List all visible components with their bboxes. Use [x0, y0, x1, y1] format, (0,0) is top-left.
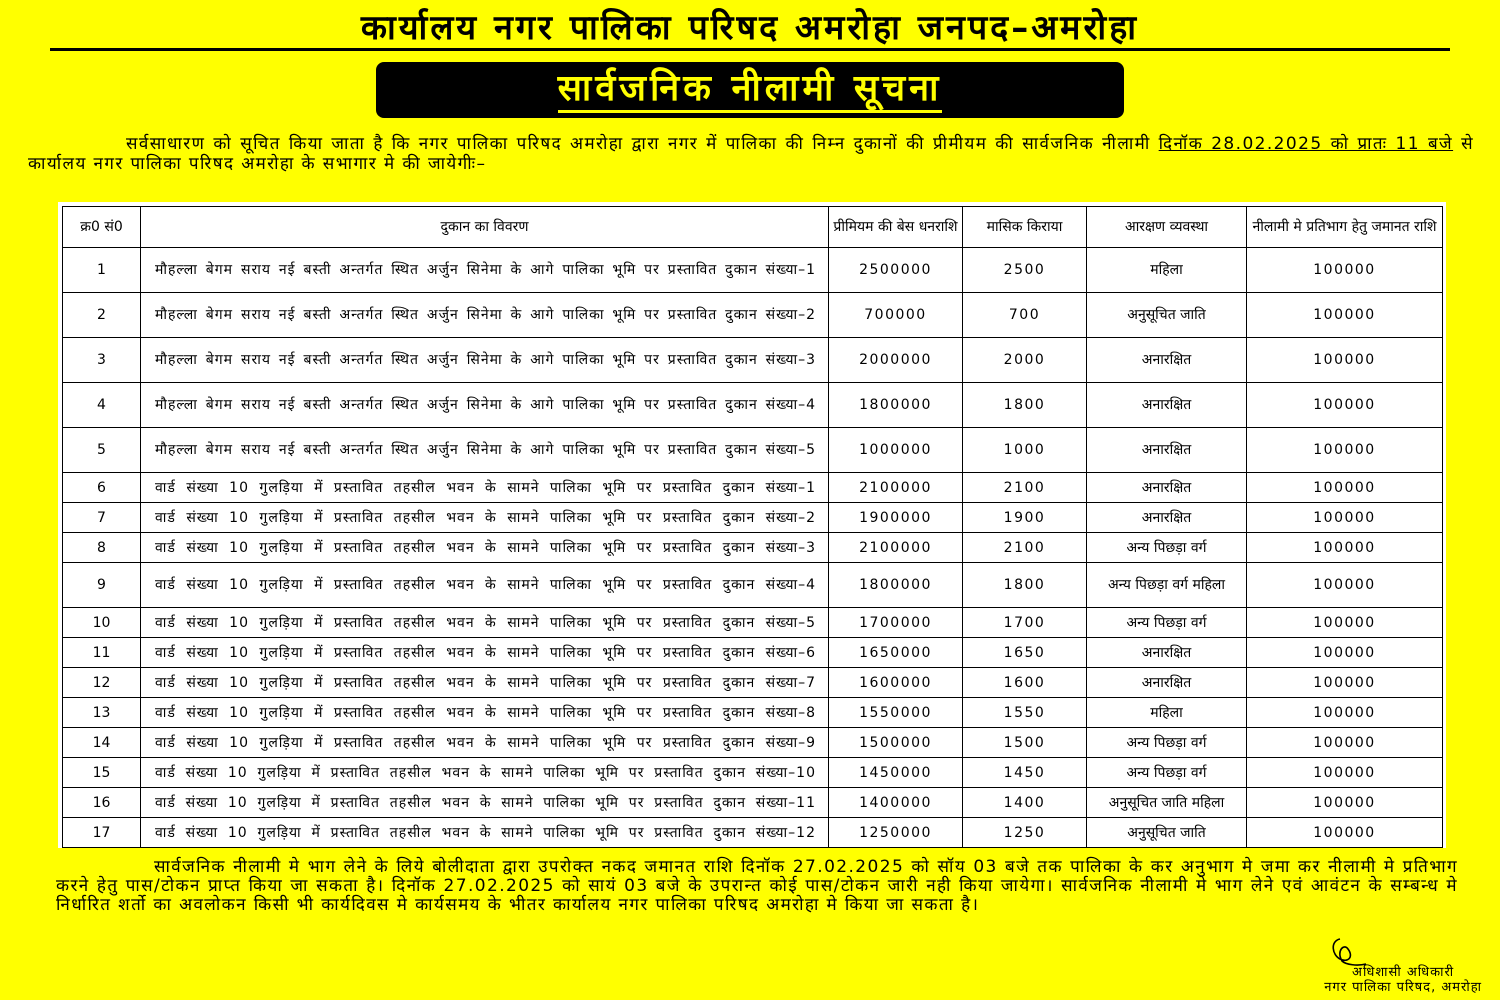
- cell-security-deposit: 100000: [1247, 503, 1443, 533]
- cell-reservation: अनुसूचित जाति: [1087, 293, 1247, 338]
- table-row: [63, 338, 1443, 383]
- cell-shop-description: वार्ड संख्या 10 गुलड़िया में प्रस्तावित तहसील भवन के सामने पालिका भूमि पर प्रस्तावित दुकान संख्या–12: [141, 818, 829, 848]
- cell-base-premium: 1900000: [829, 503, 963, 533]
- table-row: [63, 728, 1443, 758]
- table-row: [63, 698, 1443, 728]
- cell-security-deposit: 100000: [1247, 428, 1443, 473]
- cell-security-deposit: 100000: [1247, 668, 1443, 698]
- signatory-designation: अधिशासी अधिकारी: [1352, 965, 1455, 980]
- table-row: [63, 788, 1443, 818]
- cell-shop-description: वार्ड संख्या 10 गुलड़िया में प्रस्तावित तहसील भवन के सामने पालिका भूमि पर प्रस्तावित दुकान संख्या–11: [141, 788, 829, 818]
- cell-shop-description: वार्ड संख्या 10 गुलड़िया में प्रस्तावित तहसील भवन के सामने पालिका भूमि पर प्रस्तावित दुकान संख्या–8: [141, 698, 829, 728]
- table-row: [63, 248, 1443, 293]
- cell-shop-description: वार्ड संख्या 10 गुलड़िया में प्रस्तावित तहसील भवन के सामने पालिका भूमि पर प्रस्तावित दुकान संख्या–9: [141, 728, 829, 758]
- cell-reservation: अनारक्षित: [1087, 383, 1247, 428]
- cell-security-deposit: 100000: [1247, 728, 1443, 758]
- table-row: [63, 608, 1443, 638]
- cell-shop-description: वार्ड संख्या 10 गुलड़िया में प्रस्तावित तहसील भवन के सामने पालिका भूमि पर प्रस्तावित दुकान संख्या–3: [141, 533, 829, 563]
- cell-security-deposit: 100000: [1247, 383, 1443, 428]
- header-shop-description: दुकान का विवरण: [141, 207, 829, 248]
- table-row: [63, 503, 1443, 533]
- cell-monthly-rent: 1700: [963, 608, 1087, 638]
- cell-security-deposit: 100000: [1247, 293, 1443, 338]
- cell-reservation: अनारक्षित: [1087, 428, 1247, 473]
- table-row: [63, 428, 1443, 473]
- shops-table: [62, 206, 1443, 848]
- cell-security-deposit: 100000: [1247, 473, 1443, 503]
- cell-serial-number: 2: [63, 293, 141, 338]
- table-row: [63, 533, 1443, 563]
- notice-banner: [376, 62, 1124, 118]
- table-row: [63, 758, 1443, 788]
- header-serial-number: क्र0 सं0: [63, 207, 141, 248]
- cell-monthly-rent: 1900: [963, 503, 1087, 533]
- cell-serial-number: 10: [63, 608, 141, 638]
- cell-base-premium: 1000000: [829, 428, 963, 473]
- cell-shop-description: वार्ड संख्या 10 गुलड़िया में प्रस्तावित तहसील भवन के सामने पालिका भूमि पर प्रस्तावित दुकान संख्या–10: [141, 758, 829, 788]
- cell-shop-description: वार्ड संख्या 10 गुलड़िया में प्रस्तावित तहसील भवन के सामने पालिका भूमि पर प्रस्तावित दुकान संख्या–1: [141, 473, 829, 503]
- table-row: [63, 473, 1443, 503]
- cell-shop-description: वार्ड संख्या 10 गुलड़िया में प्रस्तावित तहसील भवन के सामने पालिका भूमि पर प्रस्तावित दुकान संख्या–4: [141, 563, 829, 608]
- cell-base-premium: 1700000: [829, 608, 963, 638]
- cell-security-deposit: 100000: [1247, 533, 1443, 563]
- cell-monthly-rent: 2500: [963, 248, 1087, 293]
- cell-serial-number: 12: [63, 668, 141, 698]
- cell-serial-number: 3: [63, 338, 141, 383]
- cell-reservation: अनारक्षित: [1087, 638, 1247, 668]
- terms-paragraph: सार्वजनिक नीलामी मे भाग लेने के लिये बोलीदाता द्वारा उपरोक्त नकद जमानत राशि दिनॉक 27.02.2025 को सॉय 03 बजे तक पालिका के कर अनुभाग मे जमा कर नीलामी मे प्रतिभाग करने हेतु पास/टोकन प्राप्त किया जा सकता है। दिनॉक 27.02.2025 को सायं 03 बजे के उपरान्त कोई पास/टोकन जारी नही किया जायेगा। सार्वजनिक नीलामी मे भाग लेने एवं आवंटन के सम्बन्ध मे निर्धारित शर्तो का अवलोकन किसी भी कार्यदिवस मे कार्यसमय के भीतर कार्यालय नगर पालिका परिषद अमरोहा मे किया जा सकता है।: [56, 857, 1458, 915]
- signatory-office: नगर पालिका परिषद, अमरोहा: [1324, 980, 1482, 995]
- cell-serial-number: 16: [63, 788, 141, 818]
- cell-monthly-rent: 1550: [963, 698, 1087, 728]
- cell-security-deposit: 100000: [1247, 563, 1443, 608]
- cell-monthly-rent: 1800: [963, 383, 1087, 428]
- cell-monthly-rent: 700: [963, 293, 1087, 338]
- table-row: [63, 668, 1443, 698]
- cell-monthly-rent: 1800: [963, 563, 1087, 608]
- cell-serial-number: 11: [63, 638, 141, 668]
- header-security-deposit: नीलामी मे प्रतिभाग हेतु जमानत राशि: [1247, 207, 1443, 248]
- cell-reservation: महिला: [1087, 248, 1247, 293]
- table-row: [63, 383, 1443, 428]
- cell-security-deposit: 100000: [1247, 608, 1443, 638]
- cell-security-deposit: 100000: [1247, 338, 1443, 383]
- cell-serial-number: 8: [63, 533, 141, 563]
- table-row: [63, 293, 1443, 338]
- cell-serial-number: 17: [63, 818, 141, 848]
- cell-serial-number: 7: [63, 503, 141, 533]
- cell-monthly-rent: 1600: [963, 668, 1087, 698]
- cell-security-deposit: 100000: [1247, 248, 1443, 293]
- cell-monthly-rent: 2000: [963, 338, 1087, 383]
- cell-base-premium: 1550000: [829, 698, 963, 728]
- cell-base-premium: 2000000: [829, 338, 963, 383]
- cell-base-premium: 1650000: [829, 638, 963, 668]
- cell-security-deposit: 100000: [1247, 638, 1443, 668]
- cell-base-premium: 1400000: [829, 788, 963, 818]
- cell-shop-description: वार्ड संख्या 10 गुलड़िया में प्रस्तावित तहसील भवन के सामने पालिका भूमि पर प्रस्तावित दुकान संख्या–7: [141, 668, 829, 698]
- header-monthly-rent: मासिक किराया: [963, 207, 1087, 248]
- cell-reservation: अनारक्षित: [1087, 338, 1247, 383]
- cell-base-premium: 1800000: [829, 563, 963, 608]
- cell-security-deposit: 100000: [1247, 788, 1443, 818]
- cell-base-premium: 1250000: [829, 818, 963, 848]
- cell-reservation: अन्य पिछड़ा वर्ग: [1087, 533, 1247, 563]
- cell-shop-description: मौहल्ला बेगम सराय नई बस्ती अन्तर्गत स्थित अर्जुन सिनेमा के आगे पालिका भूमि पर प्रस्तावित दुकान संख्या–5: [141, 428, 829, 473]
- table-body: [63, 248, 1443, 848]
- cell-base-premium: 2100000: [829, 533, 963, 563]
- cell-reservation: अनारक्षित: [1087, 668, 1247, 698]
- cell-base-premium: 700000: [829, 293, 963, 338]
- cell-reservation: अन्य पिछड़ा वर्ग महिला: [1087, 563, 1247, 608]
- cell-serial-number: 5: [63, 428, 141, 473]
- cell-serial-number: 1: [63, 248, 141, 293]
- signatory-block: [1324, 965, 1482, 995]
- cell-monthly-rent: 1400: [963, 788, 1087, 818]
- auction-date-underlined: दिनॉक 28.02.2025 को प्रातः 11 बजे: [1158, 134, 1454, 154]
- shops-table-container: [58, 202, 1446, 848]
- cell-security-deposit: 100000: [1247, 698, 1443, 728]
- header-reservation: आरक्षण व्यवस्था: [1087, 207, 1247, 248]
- cell-reservation: अनारक्षित: [1087, 503, 1247, 533]
- cell-monthly-rent: 2100: [963, 473, 1087, 503]
- cell-base-premium: 1450000: [829, 758, 963, 788]
- notice-banner-text: सार्वजनिक नीलामी सूचना: [558, 68, 943, 113]
- cell-base-premium: 2500000: [829, 248, 963, 293]
- table-row: [63, 818, 1443, 848]
- cell-monthly-rent: 2100: [963, 533, 1087, 563]
- table-header-row: [63, 207, 1443, 248]
- cell-base-premium: 2100000: [829, 473, 963, 503]
- cell-base-premium: 1800000: [829, 383, 963, 428]
- cell-shop-description: मौहल्ला बेगम सराय नई बस्ती अन्तर्गत स्थित अर्जुन सिनेमा के आगे पालिका भूमि पर प्रस्तावित दुकान संख्या–4: [141, 383, 829, 428]
- signature-mark: [1318, 935, 1370, 969]
- cell-monthly-rent: 1250: [963, 818, 1087, 848]
- table-row: [63, 563, 1443, 608]
- cell-reservation: अनुसूचित जाति: [1087, 818, 1247, 848]
- cell-serial-number: 14: [63, 728, 141, 758]
- cell-monthly-rent: 1000: [963, 428, 1087, 473]
- cell-serial-number: 13: [63, 698, 141, 728]
- header-base-premium: प्रीमियम की बेस धनराशि: [829, 207, 963, 248]
- cell-shop-description: वार्ड संख्या 10 गुलड़िया में प्रस्तावित तहसील भवन के सामने पालिका भूमि पर प्रस्तावित दुकान संख्या–5: [141, 608, 829, 638]
- cell-shop-description: मौहल्ला बेगम सराय नई बस्ती अन्तर्गत स्थित अर्जुन सिनेमा के आगे पालिका भूमि पर प्रस्तावित दुकान संख्या–3: [141, 338, 829, 383]
- cell-serial-number: 6: [63, 473, 141, 503]
- cell-base-premium: 1500000: [829, 728, 963, 758]
- table-row: [63, 638, 1443, 668]
- cell-shop-description: मौहल्ला बेगम सराय नई बस्ती अन्तर्गत स्थित अर्जुन सिनेमा के आगे पालिका भूमि पर प्रस्तावित दुकान संख्या–1: [141, 248, 829, 293]
- cell-reservation: अन्य पिछड़ा वर्ग: [1087, 758, 1247, 788]
- cell-reservation: महिला: [1087, 698, 1247, 728]
- cell-monthly-rent: 1500: [963, 728, 1087, 758]
- cell-reservation: अन्य पिछड़ा वर्ग: [1087, 728, 1247, 758]
- cell-shop-description: वार्ड संख्या 10 गुलड़िया में प्रस्तावित तहसील भवन के सामने पालिका भूमि पर प्रस्तावित दुकान संख्या–2: [141, 503, 829, 533]
- cell-reservation: अनारक्षित: [1087, 473, 1247, 503]
- cell-security-deposit: 100000: [1247, 818, 1443, 848]
- cell-monthly-rent: 1650: [963, 638, 1087, 668]
- cell-serial-number: 9: [63, 563, 141, 608]
- cell-shop-description: वार्ड संख्या 10 गुलड़िया में प्रस्तावित तहसील भवन के सामने पालिका भूमि पर प्रस्तावित दुकान संख्या–6: [141, 638, 829, 668]
- cell-security-deposit: 100000: [1247, 758, 1443, 788]
- cell-base-premium: 1600000: [829, 668, 963, 698]
- intro-text-after: से कार्यालय नगर पालिका परिषद अमरोहा के सभागार मे की जायेगीः–: [28, 134, 1474, 174]
- cell-reservation: अनुसूचित जाति महिला: [1087, 788, 1247, 818]
- intro-text-before: सर्वसाधारण को सूचित किया जाता है कि नगर पालिका परिषद अमरोहा द्वारा नगर में पालिका की निम्न दुकानों की प्रीमीयम की सार्वजनिक नीलामी: [126, 134, 1159, 154]
- cell-reservation: अन्य पिछड़ा वर्ग: [1087, 608, 1247, 638]
- cell-monthly-rent: 1450: [963, 758, 1087, 788]
- intro-paragraph: [28, 134, 1474, 174]
- page-title: कार्यालय नगर पालिका परिषद अमरोहा जनपद–अमरोहा: [50, 8, 1450, 51]
- cell-serial-number: 4: [63, 383, 141, 428]
- cell-shop-description: मौहल्ला बेगम सराय नई बस्ती अन्तर्गत स्थित अर्जुन सिनेमा के आगे पालिका भूमि पर प्रस्तावित दुकान संख्या–2: [141, 293, 829, 338]
- cell-serial-number: 15: [63, 758, 141, 788]
